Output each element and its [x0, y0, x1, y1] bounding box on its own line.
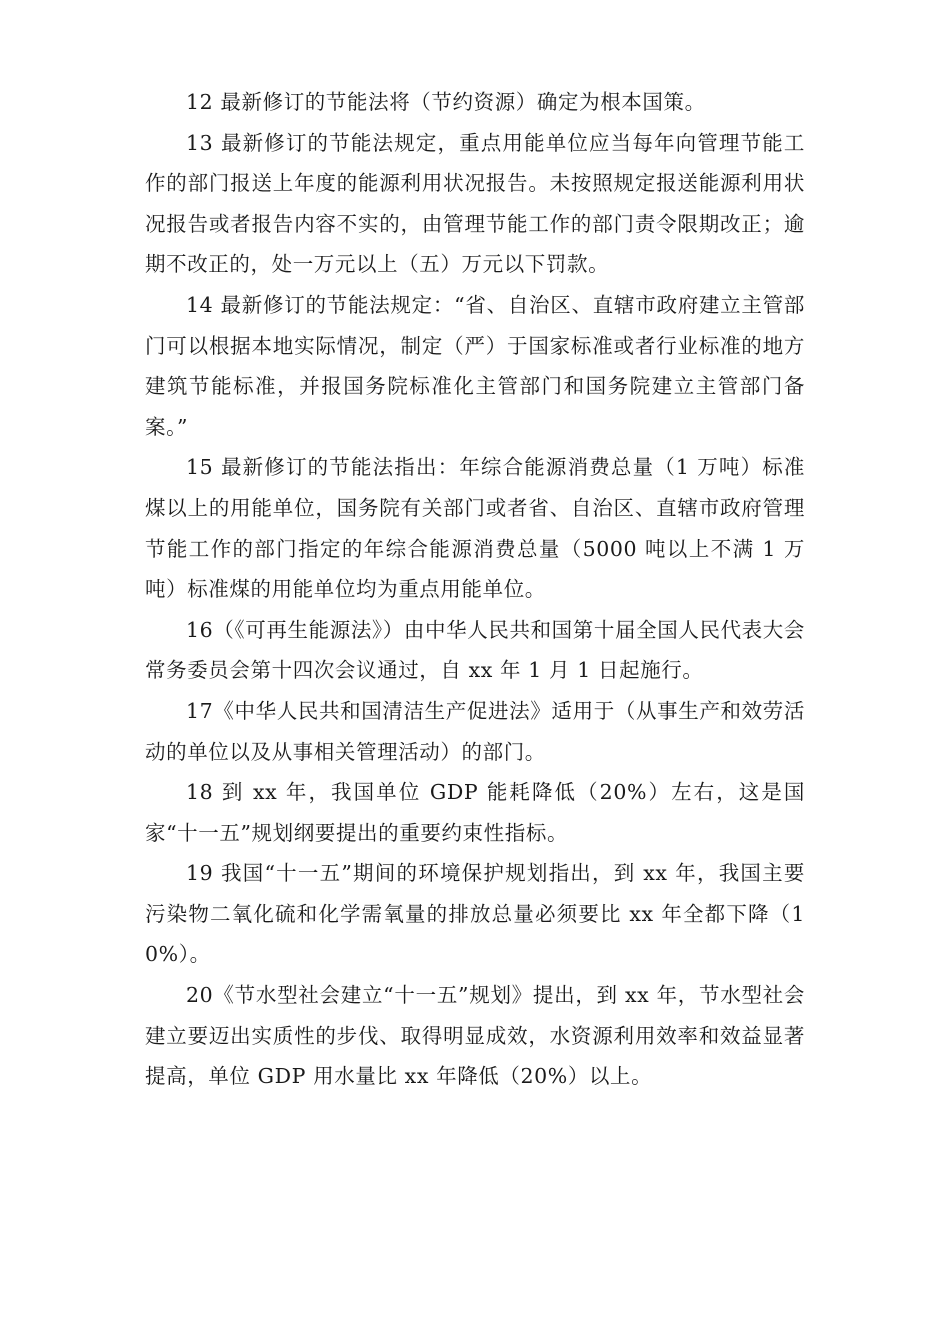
paragraph-14: 14 最新修订的节能法规定：“省、自治区、直辖市政府建立主管部门可以根据本地实际情况，制定（严）于国家标准或者行业标准的地方建筑节能标准，并报国务院标准化主管部门和国务院建立主管部门备案。” — [145, 292, 805, 439]
paragraph-20: 20《节水型社会建立“十一五”规划》提出，到 xx 年，节水型社会建立要迈出实质性的步伐、取得明显成效，水资源利用效率和效益显著提高，单位 GDP 用水量比 xx 年降低（20%）以上。 — [145, 983, 805, 1089]
paragraph-18: 18 到 xx 年，我国单位 GDP 能耗降低（20%）左右，这是国家“十一五”规划纲要提出的重要约束性指标。 — [145, 780, 805, 845]
paragraph-17: 17《中华人民共和国清洁生产促进法》适用于（从事生产和效劳活动的单位以及从事相关管理活动）的部门。 — [145, 698, 805, 764]
paragraph-16: 16（《可再生能源法》）由中华人民共和国第十届全国人民代表大会常务委员会第十四次会议通过，自 xx 年 1 月 1 日起施行。 — [145, 617, 805, 683]
paragraph-19: 19 我国“十一五”期间的环境保护规划指出，到 xx 年，我国主要污染物二氧化硫和化学需氧量的排放总量必须要比 xx 年全都下降（10%）。 — [145, 861, 805, 967]
paragraph-15: 15 最新修订的节能法指出：年综合能源消费总量（1 万吨）标准煤以上的用能单位，国务院有关部门或者省、自治区、直辖市政府管理节能工作的部门指定的年综合能源消费总量（5000 吨以上不满 1 万吨）标准煤的用能单位均为重点用能单位。 — [145, 455, 805, 602]
paragraph-12: 12 最新修订的节能法将（节约资源）确定为根本国策。 — [186, 90, 706, 114]
paragraph-13: 13 最新修订的节能法规定，重点用能单位应当每年向管理节能工作的部门报送上年度的能源利用状况报告。未按照规定报送能源利用状况报告或者报告内容不实的，由管理节能工作的部门责令限期改正；逾期不改正的，处一万元以上（五）万元以下罚款。 — [145, 130, 805, 277]
document-body — [145, 82, 805, 1097]
